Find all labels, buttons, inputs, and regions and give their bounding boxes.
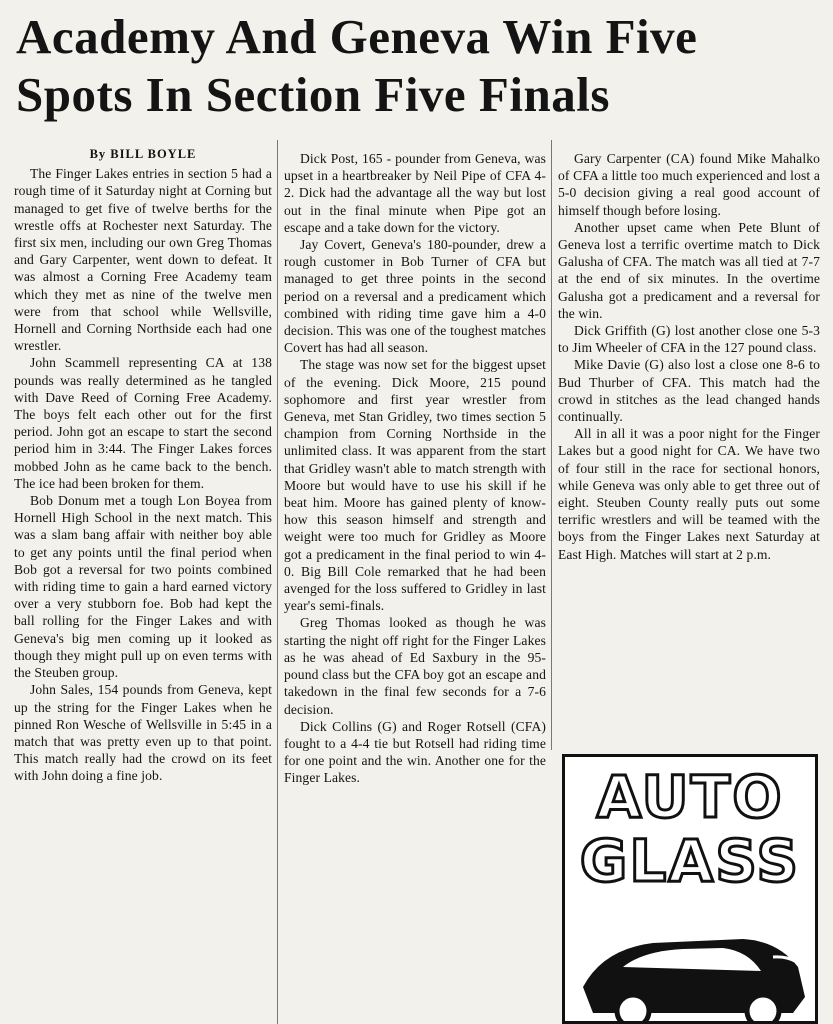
auto-glass-advertisement bbox=[562, 754, 818, 1024]
article-column-2 bbox=[284, 150, 546, 787]
paragraph: Dick Collins (G) and Roger Rotsell (CFA) fought to a 4-4 tie but Rotsell had riding time for one point and the win. Another one for the Finger Lakes. bbox=[284, 718, 546, 786]
paragraph: Mike Davie (G) also lost a close one 8-6 to Bud Thurber of CFA. This match had the crowd in stitches as the lead changed hands continually. bbox=[558, 357, 820, 425]
paragraph: Another upset came when Pete Blunt of Geneva lost a terrific overtime match to Dick Galusha of CFA. The match was all tied at 7-7 at the end of six minutes. In the overtime Galusha got a predicament and a reversal for the win. bbox=[558, 219, 820, 321]
paragraph: Dick Griffith (G) lost another close one 5-3 to Jim Wheeler of CFA in the 127 pound class. bbox=[558, 323, 820, 356]
paragraph: All in all it was a poor night for the Finger Lakes but a good night for CA. We have two of four still in the race for sectional honors, while Geneva was only able to get three out of eight. Steuben County really puts out some terrific wrestlers and will be teamed with the boys from the Finger Lakes next Saturday at East High. Matches will start at 2 p.m. bbox=[558, 426, 820, 562]
article-column-3 bbox=[558, 150, 820, 563]
paragraph: John Scammell representing CA at 138 pounds was really determined as he tangled with Dave Reed of Corning Free Academy. The boys felt each other out for the first period. John got an escape to start the second period him in 3:44. The Finger Lakes forces mobbed John as he came back to the bench. The ice had been broken for them. bbox=[14, 355, 272, 491]
paragraph: The stage was now set for the biggest upset of the evening. Dick Moore, 215 pound sophomore and first year wrestler from Geneva, met Stan Gridley, two times section 5 champion from Corning Northside in the unlimited class. It was apparent from the start that Gridley wasn't able to match strength with Moore but would have to use his skill if he beat him. Moore has gained plenty of know-how this season himself and strength and weight were too much for Gridley as Moore got a predicament in the final period to win 4-0. Big Bill Cole remarked that he had been avenged for the loss suffered to Gridley in last year's semi-finals. bbox=[284, 357, 546, 614]
paragraph: Bob Donum met a tough Lon Boyea from Hornell High School in the next match. This was a slam bang affair with neither boy able to get any points until the final period when Bob got a reversal for two points combined with riding time to gain a hard earned victory over a very stubborn foe. Bob had kept the ball rolling for the Finger Lakes and with Geneva's big men coming up it looked as though they might pull up on even terms with the Steuben group. bbox=[14, 493, 272, 681]
paragraph: Greg Thomas looked as though he was starting the night off right for the Finger Lakes as he was ahead of Ed Saxbury in the 95-pound class but the CFA boy got an escape and takedown in the final few seconds for a 7-6 decision. bbox=[284, 615, 546, 717]
headline-line-1: Academy And Geneva Win Five bbox=[16, 9, 698, 64]
headline-line-2: Spots In Section Five Finals bbox=[16, 67, 610, 122]
paragraph: Jay Covert, Geneva's 180-pounder, drew a rough customer in Bob Turner of CFA but managed to get three points in the second period on a reversal and a predicament which combined with riding time gave him a 4-0 decision. This was one of the toughest matches Covert has had all season. bbox=[284, 237, 546, 356]
ad-text bbox=[565, 765, 815, 893]
paragraph: Dick Post, 165 - pounder from Geneva, was upset in a heartbreaker by Neil Pipe of CFA 4-2. Dick had the advantage all the way but lost out in the final minute when Pipe got an escape and a take down for the victory. bbox=[284, 151, 546, 235]
car-illustration-icon bbox=[573, 927, 813, 1024]
byline: By BILL BOYLE bbox=[89, 147, 197, 161]
paragraph: The Finger Lakes entries in section 5 had a rough time of it Saturday night at Corning but managed to get five of twelve berths for the wrestle offs at Rochester next Saturday. The first six men, including our own Greg Thomas and Gary Carpenter, went down to defeat. It was almost a Corning Free Academy team which they met as nine of the twelve men were from that school while Wellsville, Hornell and Corning Northside each had one wrestler. bbox=[14, 166, 272, 354]
paragraph: John Sales, 154 pounds from Geneva, kept up the string for the Finger Lakes when he pinned Ron Wesche of Wellsville in 5:45 in a match that was pretty even up to that point. This match really had the crowd on its feet with John doing a fine job. bbox=[14, 682, 272, 784]
column-divider bbox=[551, 140, 552, 750]
ad-line-2: GLASS bbox=[579, 827, 801, 895]
column-divider bbox=[277, 140, 278, 1024]
ad-line-1: AUTO bbox=[596, 763, 784, 831]
article-column-1 bbox=[14, 146, 272, 785]
headline bbox=[16, 8, 826, 124]
paragraph: Gary Carpenter (CA) found Mike Mahalko of CFA a little too much experienced and lost a 5-0 decision giving a real good account of himself though before losing. bbox=[558, 151, 820, 218]
